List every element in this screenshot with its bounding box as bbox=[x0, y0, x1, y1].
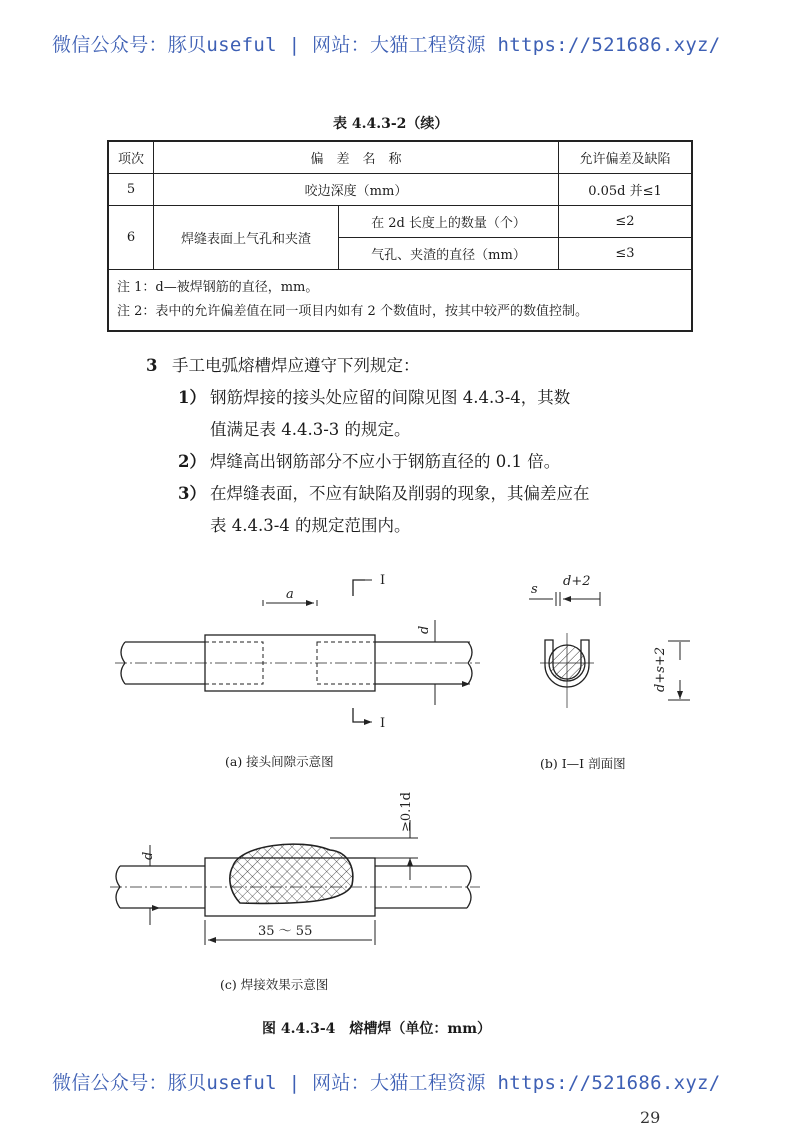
watermark-bottom: 微信公众号：豚贝useful | 网站：大猫工程资源 https://521686.xyz/ bbox=[52, 1072, 721, 1094]
item-no: 2） bbox=[178, 452, 206, 471]
clause-number: 3 bbox=[146, 356, 158, 375]
subcaption-b: (b) Ⅰ—Ⅰ 剖面图 bbox=[540, 756, 626, 771]
label-a: a bbox=[286, 587, 294, 602]
subcaption-c: (c) 焊接效果示意图 bbox=[220, 977, 329, 992]
section-mark-bottom: I bbox=[380, 716, 386, 731]
subcaption-a: (a) 接头间隙示意图 bbox=[225, 754, 334, 769]
header-value: 允许偏差及缺陷 bbox=[559, 141, 693, 174]
label-d: d bbox=[417, 625, 432, 634]
label-d-plus-2: d+2 bbox=[563, 574, 591, 589]
label-min-height: ≥0.1d bbox=[399, 792, 414, 832]
cell-subname: 气孔、夹渣的直径（mm） bbox=[339, 238, 559, 270]
item-no: 3） bbox=[178, 484, 206, 503]
item-no: 1） bbox=[178, 388, 206, 407]
item-text-cont: 值满足表 4.4.3-3 的规定。 bbox=[210, 420, 411, 439]
label-length: 35 ～ 55 bbox=[258, 924, 313, 939]
clause-heading: 手工电弧熔槽焊应遵守下列规定： bbox=[172, 356, 420, 375]
note-2: 注 2：表中的允许偏差值在同一项目内如有 2 个数值时，按其中较严的数值控制。 bbox=[117, 304, 588, 319]
item-text: 在焊缝表面，不应有缺陷及削弱的现象，其偏差应在 bbox=[210, 484, 590, 503]
header-no: 项次 bbox=[108, 141, 154, 174]
joint-gap-diagram bbox=[115, 580, 480, 722]
label-d: d bbox=[141, 851, 156, 860]
cell-subname: 在 2d 长度上的数量（个） bbox=[339, 206, 559, 238]
cell-value: 0.05d 并≤1 bbox=[559, 174, 693, 206]
note-1: 注 1：d—被焊钢筋的直径，mm。 bbox=[117, 280, 319, 295]
section-mark-top: I bbox=[380, 573, 386, 588]
cell-value: ≤3 bbox=[559, 238, 693, 270]
cell-name: 咬边深度（mm） bbox=[154, 174, 559, 206]
watermark-top: 微信公众号：豚贝useful | 网站：大猫工程资源 https://521686.xyz/ bbox=[52, 34, 721, 56]
page-number: 29 bbox=[640, 1108, 661, 1127]
cell-no: 5 bbox=[108, 174, 154, 206]
label-d-s-2: d+s+2 bbox=[653, 646, 668, 692]
header-name: 偏 差 名 称 bbox=[154, 141, 559, 174]
item-text: 焊缝高出钢筋部分不应小于钢筋直径的 0.1 倍。 bbox=[210, 452, 561, 471]
cell-no: 6 bbox=[108, 206, 154, 270]
item-text: 钢筋焊接的接头处应留的间隙见图 4.4.3-4，其数 bbox=[210, 388, 571, 407]
cell-name: 焊缝表面上气孔和夹渣 bbox=[154, 206, 339, 270]
table-caption: 表 4.4.3-2（续） bbox=[333, 116, 449, 132]
figure-caption: 图 4.4.3-4 熔槽焊（单位：mm） bbox=[262, 1021, 492, 1037]
item-text-cont: 表 4.4.3-4 的规定范围内。 bbox=[210, 516, 411, 535]
cell-value: ≤2 bbox=[559, 206, 693, 238]
label-s: s bbox=[531, 582, 538, 597]
